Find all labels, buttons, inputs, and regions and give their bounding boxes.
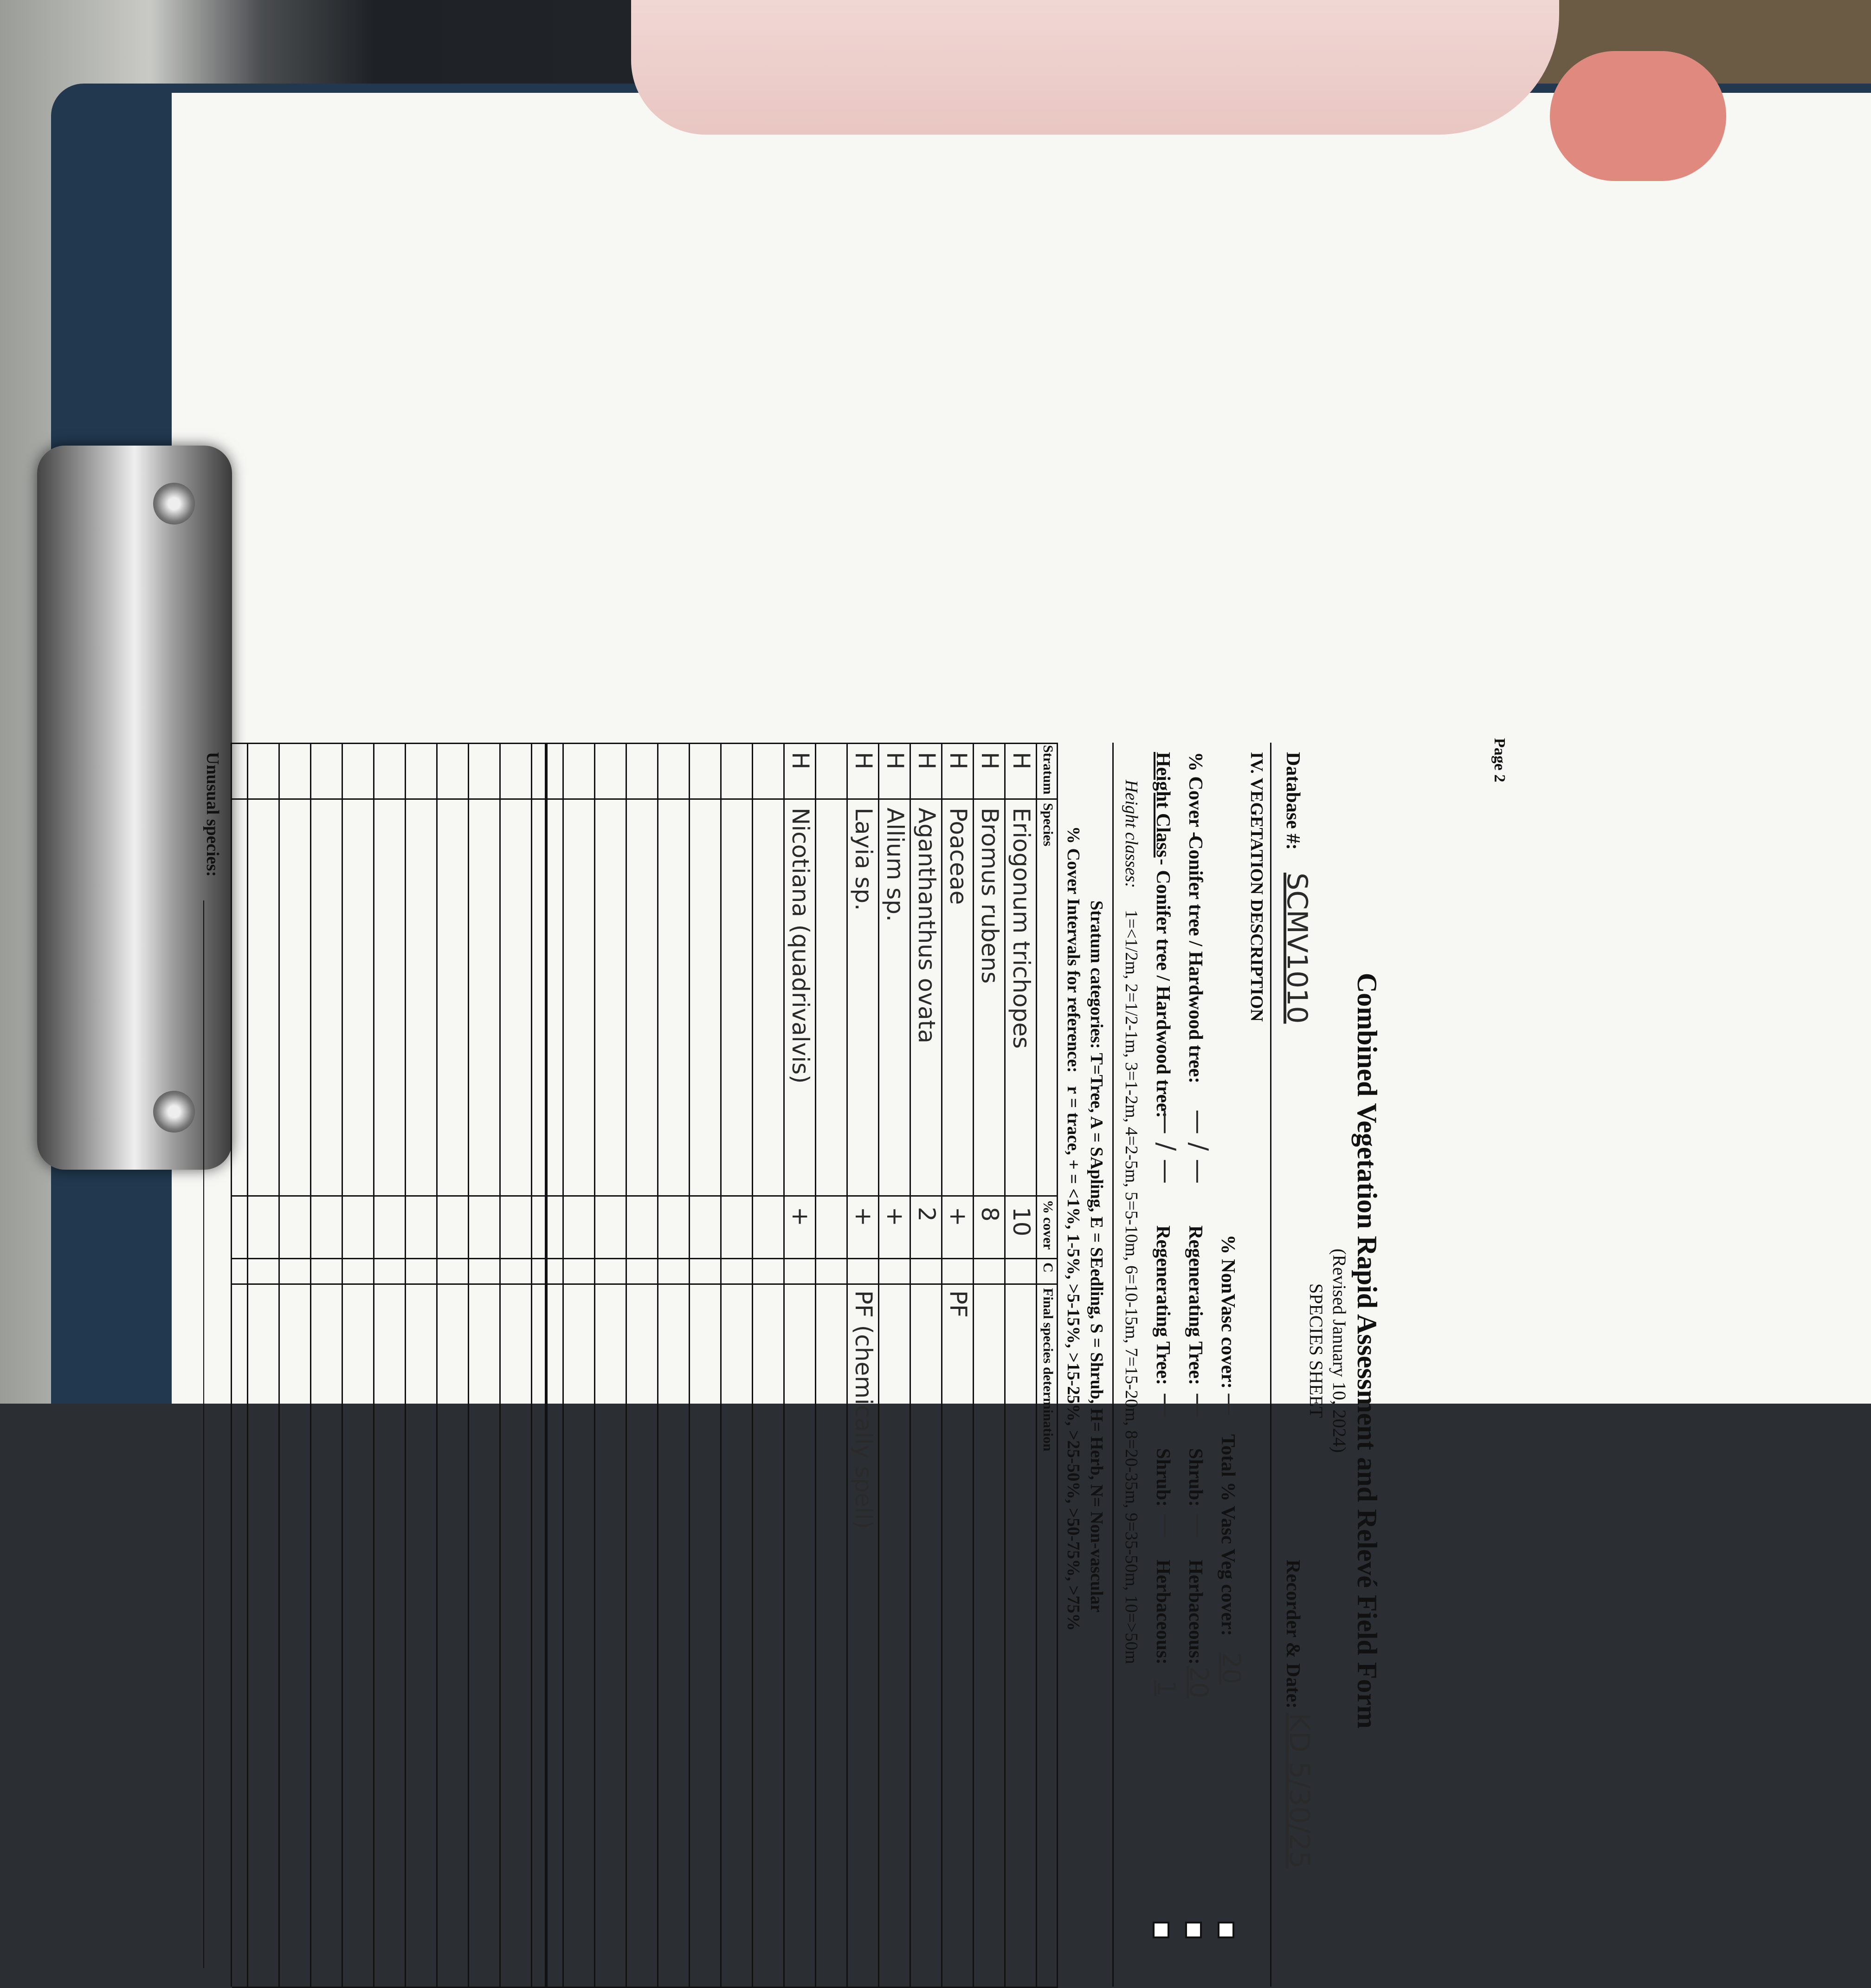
conifer-cover-label: Conifer tree / Hardwood tree: — [1185, 835, 1206, 1084]
column-header-final: Final species determination — [1040, 1288, 1056, 1451]
conifer-height-label: - Conifer tree / Hardwood tree: — [1152, 859, 1174, 1118]
table-row-line — [657, 743, 658, 1987]
nonvasc-value[interactable]: — — [1217, 1392, 1244, 1416]
row-cover[interactable]: + — [882, 1207, 909, 1226]
cover-intervals: r = trace, + = <1%, 1-5%, >5-15%, >15-25%, >25-50%, >50-75%, >75% — [1064, 1086, 1083, 1631]
table-divider — [545, 743, 548, 1987]
page-number: Page 2 — [1491, 738, 1508, 783]
table-row-line — [373, 743, 374, 1987]
shrub-height-value[interactable]: — — [1152, 1513, 1181, 1538]
rivet-icon — [153, 1091, 195, 1133]
regen-cover-value[interactable]: — — [1184, 1392, 1213, 1418]
cover-intervals-label: % Cover Intervals for reference: — [1064, 826, 1083, 1073]
row-stratum[interactable]: H — [882, 752, 909, 770]
nonvasc-label: % NonVasc cover: — [1217, 1235, 1239, 1389]
form-sheet: SPECIES SHEET — [1306, 1283, 1327, 1418]
row-stratum[interactable]: H — [945, 752, 972, 770]
row-species[interactable]: Eriogonum trichopes — [1008, 808, 1035, 1049]
shrub-height-label: Shrub: — [1152, 1448, 1174, 1507]
table-row-line — [310, 743, 311, 1987]
total-vasc-label: Total % Vasc Veg cover: — [1217, 1434, 1239, 1636]
herb-height-label: Herbaceous: — [1152, 1560, 1174, 1665]
row-cover[interactable]: + — [945, 1207, 972, 1226]
rivet-icon — [153, 483, 195, 525]
table-row-line — [342, 743, 343, 1987]
table-row-line — [562, 743, 564, 1987]
thumb — [1550, 51, 1726, 181]
column-header-cover: % cover — [1040, 1200, 1056, 1250]
row-species[interactable]: Allium sp. — [882, 808, 909, 922]
row-final[interactable]: PF (chemically spell) — [850, 1290, 877, 1529]
height-label: Height Class — [1152, 752, 1174, 858]
checkbox[interactable] — [1218, 1922, 1234, 1938]
checkbox[interactable] — [1153, 1922, 1169, 1938]
column-header-stratum: Stratum — [1040, 745, 1056, 795]
table-row-line — [752, 743, 753, 1987]
row-cover[interactable]: 2 — [913, 1207, 940, 1222]
table-row-line — [405, 743, 406, 1987]
table-row-line — [468, 743, 469, 1987]
field-form — [203, 724, 1392, 1977]
table-row-line — [720, 743, 722, 1987]
row-species[interactable]: Aganthanthus ovata — [913, 808, 940, 1043]
herb-cover-value[interactable]: 20 — [1184, 1666, 1213, 1698]
conifer-height-value[interactable]: — / — — [1152, 1109, 1181, 1184]
height-classes: 1=<1/2m, 2=1/2-1m, 3=1-2m, 4=2-5m, 5=5-10m, 6=10-15m, 7=15-20m, 8=20-35m, 9=35-50m, 10=>50m — [1122, 910, 1141, 1664]
row-species[interactable]: Bromus rubens — [976, 808, 1003, 984]
table-row-line — [626, 743, 627, 1987]
database-value[interactable]: SCMV1010 — [1281, 873, 1313, 1024]
row-cover[interactable]: 10 — [1008, 1207, 1035, 1237]
herb-cover-label: Herbaceous: — [1185, 1560, 1206, 1665]
unusual-species-label: Unusual species: — [203, 752, 222, 877]
regen-cover-label: Regenerating Tree: — [1185, 1225, 1206, 1386]
row-cover[interactable]: + — [787, 1207, 814, 1226]
row-species[interactable]: Poaceae — [945, 808, 972, 905]
row-stratum[interactable]: H — [850, 752, 877, 770]
form-title: Combined Vegetation Rapid Assessment and Relevé Field Form — [1352, 972, 1382, 1729]
table-row-line — [278, 743, 280, 1987]
row-cover[interactable]: + — [850, 1207, 877, 1226]
table-row-line — [689, 743, 690, 1987]
column-header-c: C — [1040, 1263, 1056, 1273]
form-revision: (Revised January 10, 2024) — [1329, 1249, 1350, 1453]
shrub-cover-label: Shrub: — [1185, 1448, 1206, 1507]
shrub-cover-value[interactable]: — — [1184, 1513, 1213, 1538]
row-stratum[interactable]: H — [1008, 752, 1035, 770]
table-row-line — [531, 743, 532, 1987]
section-heading: IV. VEGETATION DESCRIPTION — [1247, 752, 1266, 1022]
regen-height-value[interactable]: — — [1152, 1392, 1181, 1418]
table-row-line — [594, 743, 595, 1987]
checkbox[interactable] — [1185, 1922, 1202, 1938]
row-final[interactable]: PF — [945, 1290, 972, 1318]
table-row-line — [247, 743, 248, 1987]
total-vasc-value[interactable]: 20 — [1217, 1652, 1246, 1684]
gloved-hand — [631, 0, 1559, 135]
recorder-label: Recorder & Date: — [1282, 1560, 1303, 1709]
herb-height-value[interactable]: 1 — [1152, 1680, 1181, 1697]
row-species[interactable]: Nicotiana (quadrivalvis) — [787, 808, 814, 1084]
regen-height-label: Regenerating Tree: — [1152, 1225, 1174, 1386]
row-stratum[interactable]: H — [913, 752, 940, 770]
stratum-categories: Stratum categories: T=Tree, A = SApling, E = SEedling, S = Shrub, H= Herb, N= Non-vascular — [1087, 900, 1106, 1612]
table-row-line — [436, 743, 438, 1987]
row-stratum[interactable]: H — [787, 752, 814, 770]
row-cover[interactable]: 8 — [976, 1207, 1003, 1222]
conifer-cover-value[interactable]: — / — — [1184, 1109, 1213, 1184]
database-label: Database #: — [1282, 752, 1303, 850]
cover-label: % Cover - — [1185, 752, 1206, 838]
column-header-species: Species — [1040, 803, 1056, 847]
row-stratum[interactable]: H — [976, 752, 1003, 770]
row-species[interactable]: Layia sp. — [850, 808, 877, 911]
table-row-line — [499, 743, 501, 1987]
recorder-value[interactable]: KD 5/30/25 — [1283, 1713, 1316, 1869]
height-classes-label: Height classes: — [1122, 780, 1141, 888]
